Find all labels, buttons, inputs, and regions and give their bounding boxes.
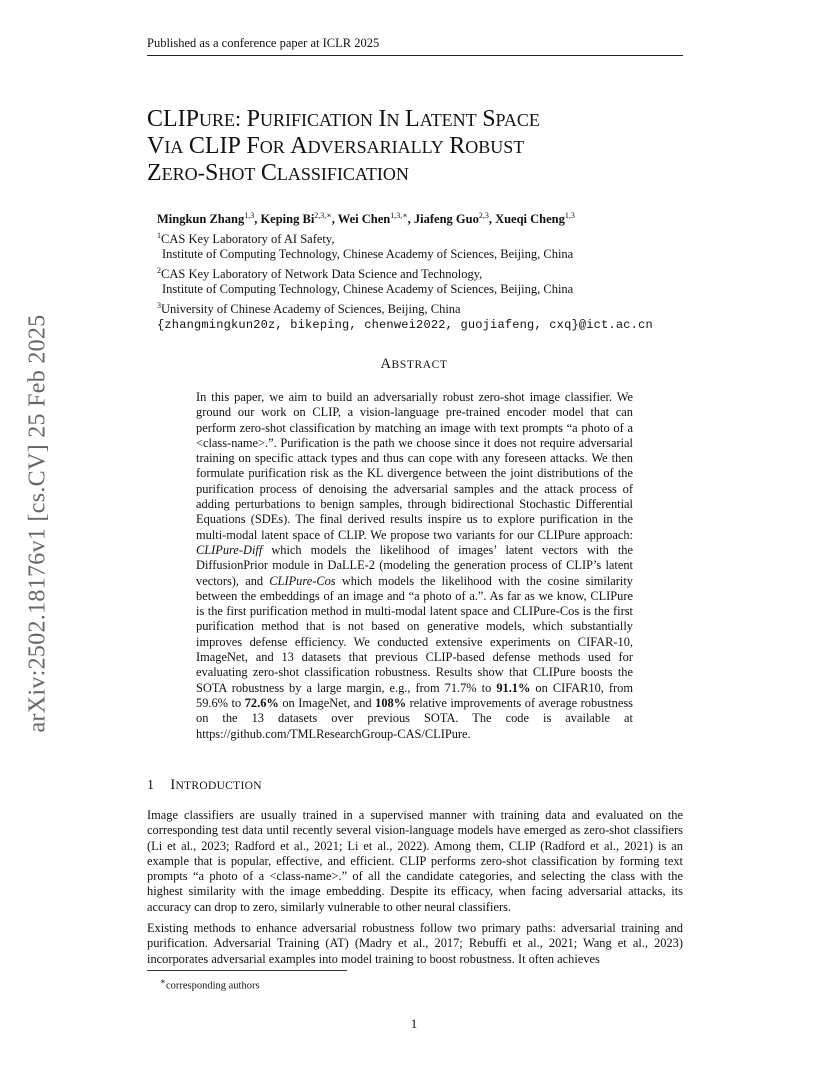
introduction-body [147, 808, 683, 973]
author-block [157, 208, 697, 333]
footnote-divider [147, 970, 347, 971]
footnote-mark: ∗ [160, 976, 166, 986]
abstract-heading: ABSTRACT [380, 356, 448, 372]
author-names: Mingkun Zhang$^{1,3}$, Keping $Bi^{2,3,∗}$, Wei Chen$^{1,3,∗}$, Jiafeng Guo$^{2,3}$, Xueqi Cheng$^{1,3}$ [157, 211, 575, 227]
affiliations: $^1$CAS Key Laboratory of AI Safety, Institute of Computing Technology, Chinese Academy of Sciences, Beijing, China $^2$CAS Key Laboratory of Network Data Science and Technology, Institute of Computing Technology, Chinese Academy of Sciences, Beijing, China $^3$University of Chinese Academy of Sciences, Beijing, China [157, 230, 574, 317]
running-header: Published as a conference paper at ICLR 2025 [147, 36, 683, 56]
arxiv-stamp-text: arXiv:2502.18176v1 [cs.CV] 25 Feb 2025 [24, 313, 51, 733]
abstract-body: In this paper, we aim to build an adversarially robust zero-shot image classifier. We ground our work on CLIP, a vision-language pre-trained encoder model that can perform zero-shot classification by matching an image with text prompts “a photo of a <class-name>.”. Purification is the path we choose since it does not require adversarial training on specific attack types and thus can cope with any foreseen attacks. We then formulate purification risk as the KL divergence between the joint distributions of the purification process of denoising the adversarial samples and the attack process of adding perturbations to benign samples, through bidirectional Stochastic Differential Equations (SDEs). The final derived results inspire us to explore purification in the multi-modal latent space of CLIP. We propose two variants for our CLIPure approach: CLIPure-Diff which models the likelihood of images’ latent vectors with the DiffusionPrior module in DaLLE-2 (modeling the generation process of CLIP’s latent vectors), and CLIPure-Cos which models the likelihood with the cosine similarity between the embeddings of an image and “a photo of a.”. As far as we know, CLIPure is the first purification method in multi-modal latent space and CLIPure-Cos is the first purification method that is not based on generative models, which substantially improves defense efficiency. We conducted extensive experiments on CIFAR-10, ImageNet, and 13 datasets that previous CLIP-based defense methods used for evaluating zero-shot classification robustness. Results show that CLIPure boosts the SOTA robustness by a large margin, e.g., from 71.7% to 91.1% on CIFAR10, from 59.6% to 72.6% on ImageNet, and 108% relative improvements of average robustness on the 13 datasets over previous SOTA. The code is available at https://github.com/TMLResearchGroup-CAS/CLIPure. [196, 390, 633, 741]
title-line: ZERO-SHOT CLASSIFICATION [147, 160, 409, 186]
section-number: 1 [147, 778, 155, 793]
title-line: VIA CLIP FOR ADVERSARIALLY ROBUST [147, 133, 525, 159]
footnote-text: corresponding authors [165, 980, 260, 992]
footnote [160, 976, 260, 992]
title-line: CLIPURE: PURIFICATION IN LATENT SPACE [147, 106, 540, 132]
intro-paragraph: Image classifiers are usually trained in a supervised manner with training data and evaluated on the corresponding test data until recently several vision-language models have emerged as zero-shot classifiers (Li et al., 2023; Radford et al., 2021; Li et al., 2022). Among them, CLIP (Radford et al., 2021) is an example that is popular, effective, and efficient. CLIP performs zero-shot classification by forming text prompts “a photo of a <class-name>.” of all the candidate categories, and selecting the class with the highest similarity with the image embedding. Despite its efficacy, when facing adversarial attacks, its accuracy can drop to zero, similarly vulnerable to other neural classifiers. [147, 808, 683, 914]
section-title: INTRODUCTION [170, 777, 262, 793]
page-number: 1 [410, 1016, 418, 1031]
paper-title [147, 106, 687, 187]
intro-paragraph: Existing methods to enhance adversarial robustness follow two primary paths: adversarial training and purification. Adversarial Training (AT) (Madry et al., 2017; Rebuffi et al., 2021; Wang et al., 2023) incorporates adversarial examples into model training to boost robustness. It often achieves [147, 921, 683, 966]
section-heading [147, 777, 262, 794]
author-emails[interactable]: {zhangmingkun20z, bikeping, chenwei2022, guojiafeng, cxq}@ict.ac.cn [157, 317, 653, 332]
